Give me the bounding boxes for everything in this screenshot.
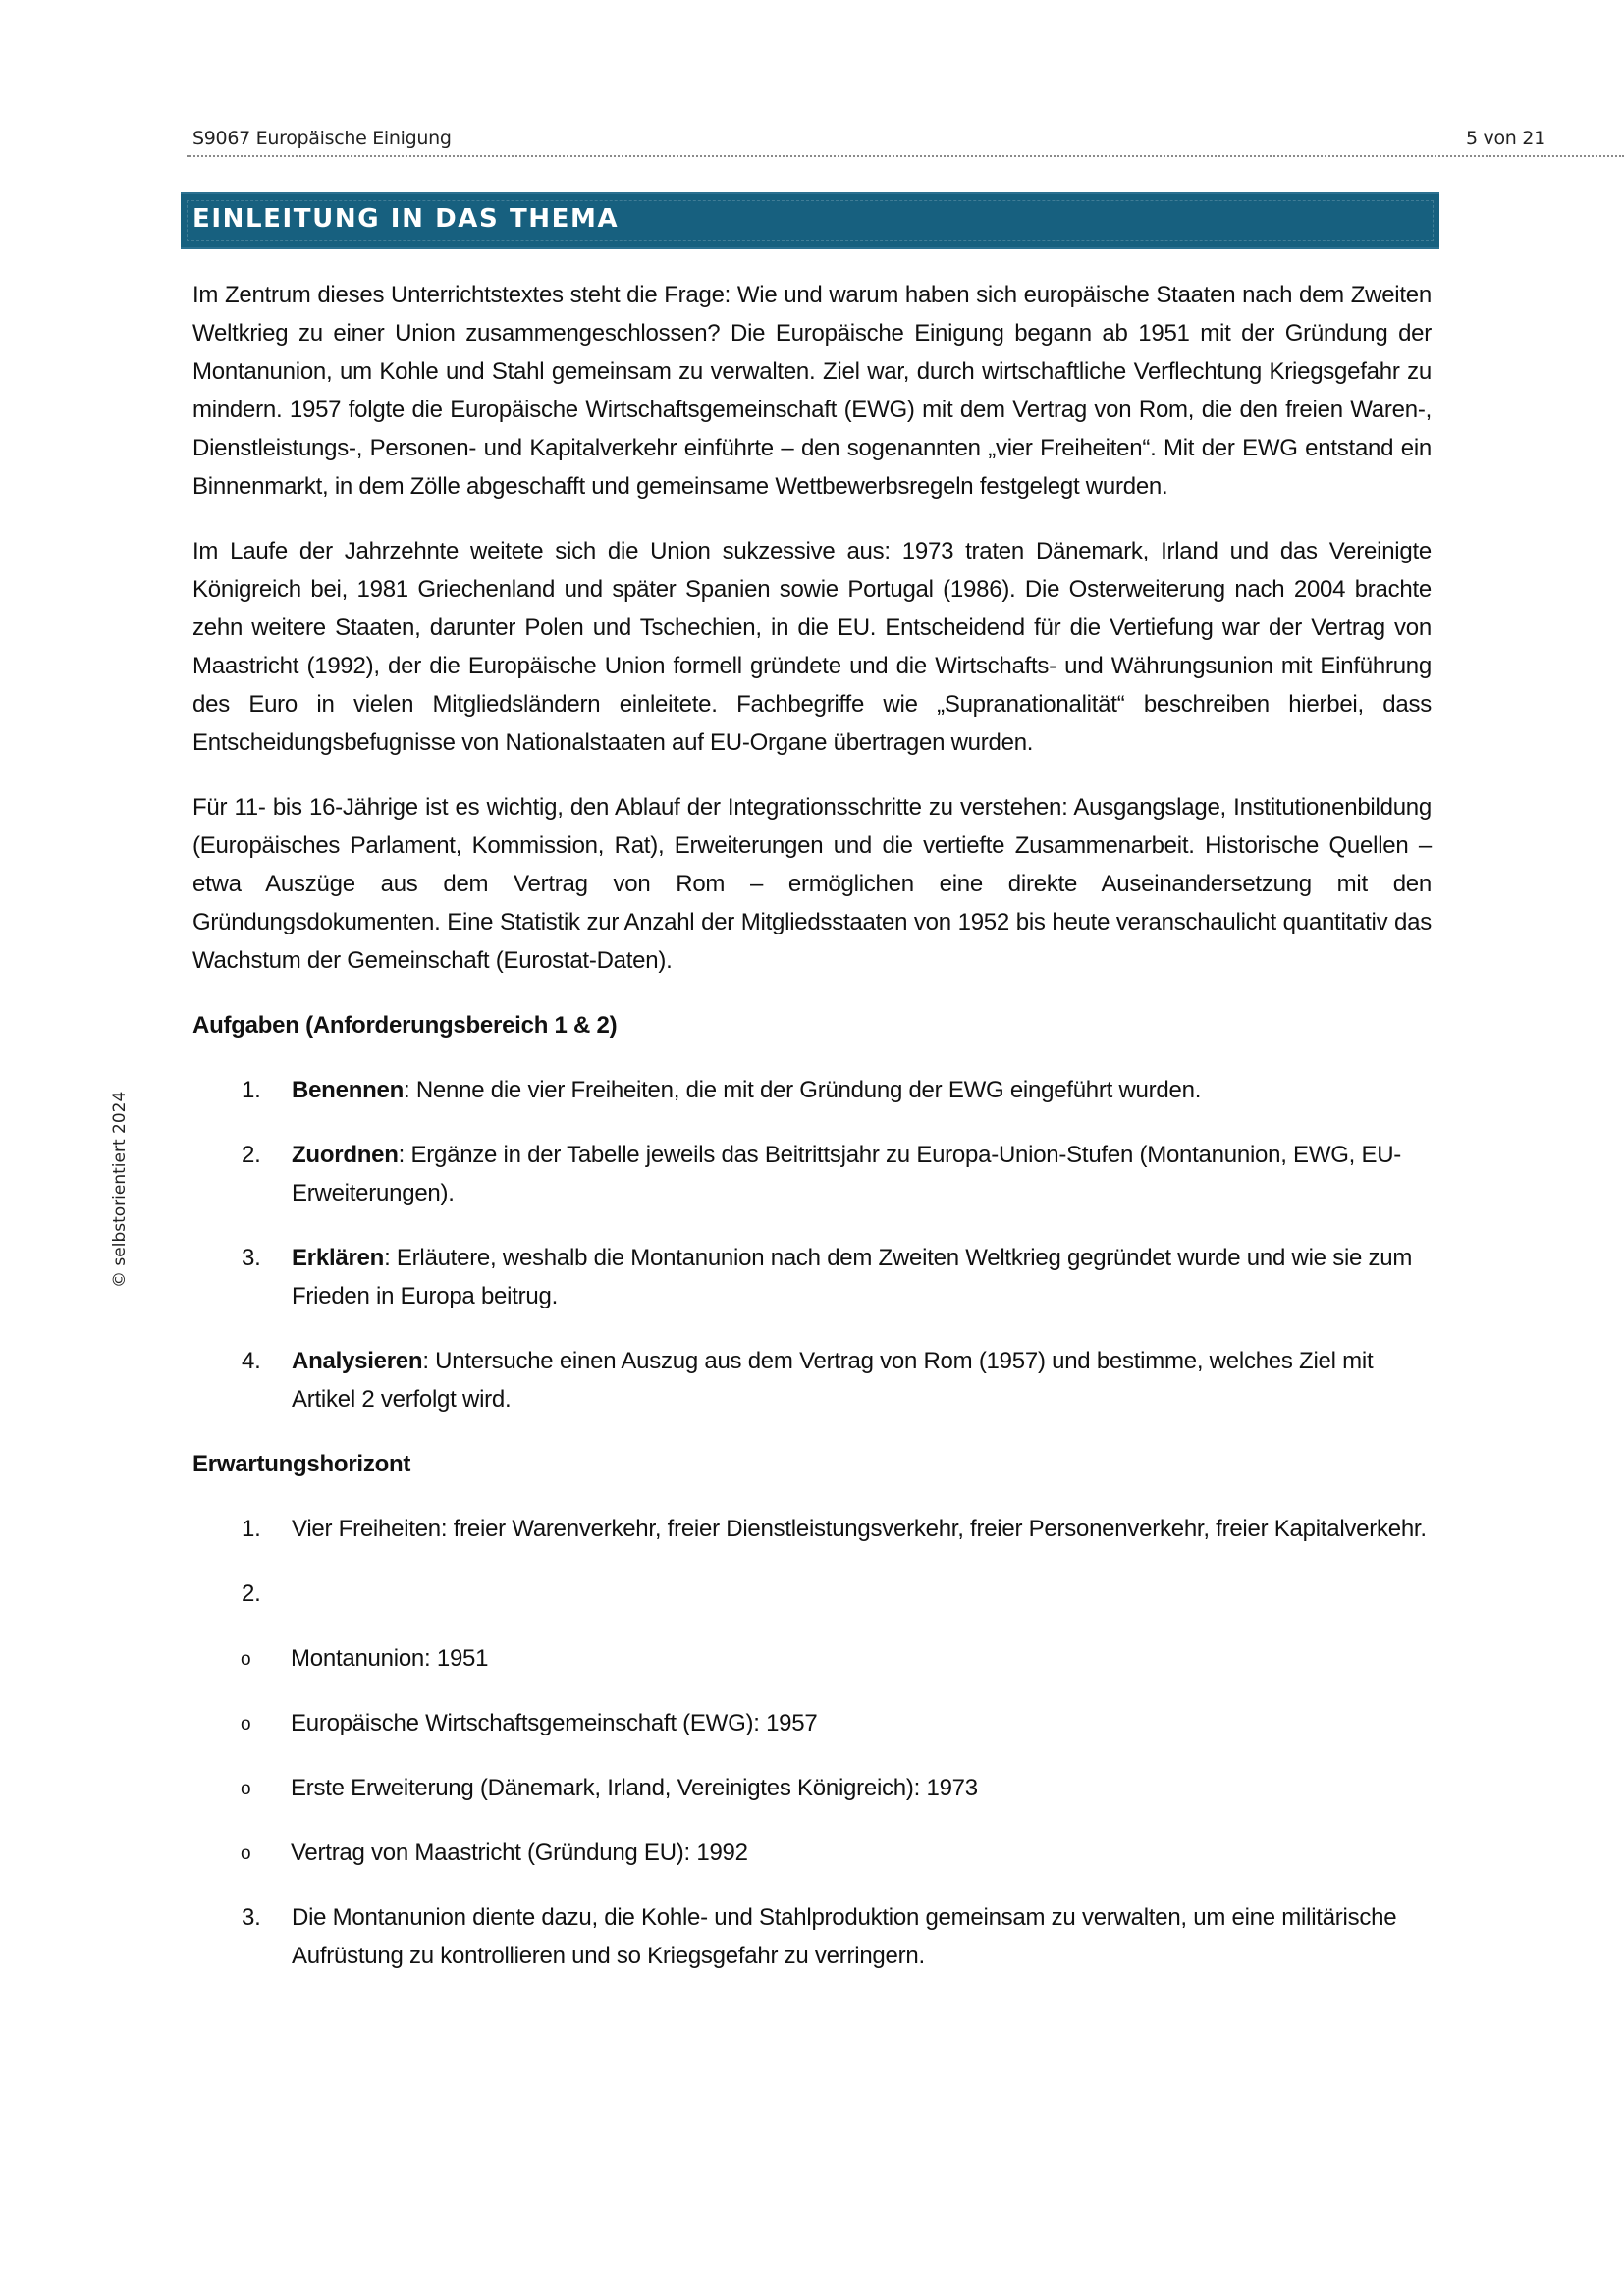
- intro-paragraph-1: Im Zentrum dieses Unterrichtstextes steht die Frage: Wie und warum haben sich europäische Staaten nach dem Zweiten Weltkrieg zu einer Union zusammengeschlossen? Die Europäische Einigung begann ab 1951 mit der Gründung der Montanunion, um Kohle und Stahl gemeinsam zu verwalten. Ziel war, durch wirtschaftliche Verflechtung Kriegsgefahr zu mindern. 1957 folgte die Europäische Wirtschaftsgemeinschaft (EWG) mit dem Vertrag von Rom, die den freien Waren-, Dienstleistungs-, Personen- und Kapitalverkehr einführte – den sogenannten „vier Freiheiten“. Mit der EWG entstand ein Binnenmarkt, in dem Zölle abgeschafft und gemeinsame Wettbewerbsregeln festgelegt wurden.: [192, 282, 1432, 500]
- expectation-item: [192, 1575, 1432, 1872]
- expectations-heading: Erwartungshorizont: [192, 1451, 411, 1477]
- tasks-heading: Aufgaben (Anforderungsbereich 1 & 2): [192, 1012, 618, 1039]
- tasks-list: [192, 1071, 1432, 1418]
- expectation-number: 3.: [242, 1904, 261, 1931]
- membership-year-item: [192, 1769, 1432, 1807]
- expectation-number: 2.: [242, 1580, 261, 1607]
- task-term: Analysieren: [292, 1348, 423, 1374]
- expectation-item: [192, 1898, 1432, 1975]
- membership-year-text: Erste Erweiterung (Dänemark, Irland, Vereinigtes Königreich): 1973: [291, 1775, 978, 1801]
- task-number: 3.: [242, 1245, 261, 1271]
- document-body: [192, 276, 1432, 2002]
- membership-year-text: Vertrag von Maastricht (Gründung EU): 1992: [291, 1840, 748, 1866]
- task-item: [192, 1136, 1432, 1212]
- task-number: 4.: [242, 1348, 261, 1374]
- task-item: [192, 1239, 1432, 1315]
- membership-year-item: [192, 1639, 1432, 1678]
- membership-year-text: Europäische Wirtschaftsgemeinschaft (EWG): 1957: [291, 1710, 818, 1736]
- copyright-notice: © selbstorientiert 2024: [110, 1091, 130, 1288]
- intro-paragraph-3: Für 11- bis 16-Jährige ist es wichtig, den Ablauf der Integrationsschritte zu verstehen: Ausgangslage, Institutionenbildung (Europäisches Parlament, Kommission, Rat), Erweiterungen und die vertiefte Zusammenarbeit. Historische Quellen – etwa Auszüge aus dem Vertrag von Rom – ermöglichen eine direkte Auseinandersetzung mit den Gründungsdokumenten. Eine Statistik zur Anzahl der Mitgliedsstaaten von 1952 bis heute veranschaulicht quantitativ das Wachstum der Gemeinschaft (Eurostat-Daten).: [192, 794, 1432, 974]
- page-indicator: 5 von 21: [1466, 128, 1545, 149]
- circle-bullet-icon: o: [241, 1843, 251, 1864]
- expectation-item: [192, 1510, 1432, 1548]
- section-title: EINLEITUNG IN DAS THEMA: [192, 204, 620, 234]
- page-header: [187, 126, 1624, 157]
- task-text: : Nenne die vier Freiheiten, die mit der Gründung der EWG eingeführt wurden.: [404, 1077, 1202, 1103]
- task-number: 2.: [242, 1142, 261, 1168]
- circle-bullet-icon: o: [241, 1649, 251, 1670]
- task-item: [192, 1342, 1432, 1418]
- membership-year-item: [192, 1704, 1432, 1742]
- task-text: : Ergänze in der Tabelle jeweils das Beitrittsjahr zu Europa-Union-Stufen (Montanunion, EWG, EU-Erweiterungen).: [292, 1142, 1402, 1206]
- expectation-number: 1.: [242, 1516, 261, 1542]
- expectation-text: Vier Freiheiten: freier Warenverkehr, freier Dienstleistungsverkehr, freier Personenverkehr, freier Kapitalverkehr.: [292, 1516, 1427, 1542]
- membership-year-item: [192, 1834, 1432, 1872]
- document-title: S9067 Europäische Einigung: [192, 128, 452, 149]
- task-text: : Erläutere, weshalb die Montanunion nach dem Zweiten Weltkrieg gegründet wurde und wie sie zum Frieden in Europa beitrug.: [292, 1245, 1413, 1309]
- expectations-list: [192, 1510, 1432, 1975]
- task-term: Zuordnen: [292, 1142, 399, 1168]
- task-number: 1.: [242, 1077, 261, 1103]
- expectation-text: Die Montanunion diente dazu, die Kohle- und Stahlproduktion gemeinsam zu verwalten, um eine militärische Aufrüstung zu kontrollieren und so Kriegsgefahr zu verringern.: [292, 1904, 1397, 1969]
- task-item: [192, 1071, 1432, 1109]
- circle-bullet-icon: o: [241, 1714, 251, 1735]
- membership-year-text: Montanunion: 1951: [291, 1645, 489, 1672]
- task-term: Benennen: [292, 1077, 405, 1103]
- membership-years-list: [192, 1639, 1432, 1872]
- section-banner: [181, 192, 1439, 249]
- empty-line: [292, 1575, 1432, 1613]
- task-term: Erklären: [292, 1245, 385, 1271]
- task-text: : Untersuche einen Auszug aus dem Vertrag von Rom (1957) und bestimme, welches Ziel mit Artikel 2 verfolgt wird.: [292, 1348, 1374, 1413]
- intro-paragraph-2: Im Laufe der Jahrzehnte weitete sich die Union sukzessive aus: 1973 traten Dänemark, Irland und das Vereinigte Königreich bei, 1981 Griechenland und später Spanien sowie Portugal (1986). Die Osterweiterung nach 2004 brachte zehn weitere Staaten, darunter Polen und Tschechien, in die EU. Entscheidend für die Vertiefung war der Vertrag von Maastricht (1992), der die Europäische Union formell gründete und die Wirtschafts- und Währungsunion mit Einführung des Euro in vielen Mitgliedsländern einleitete. Fachbegriffe wie „Supranationalität“ beschreiben hierbei, dass Entscheidungsbefugnisse von Nationalstaaten auf EU-Organe übertragen wurden.: [192, 538, 1432, 756]
- circle-bullet-icon: o: [241, 1779, 251, 1799]
